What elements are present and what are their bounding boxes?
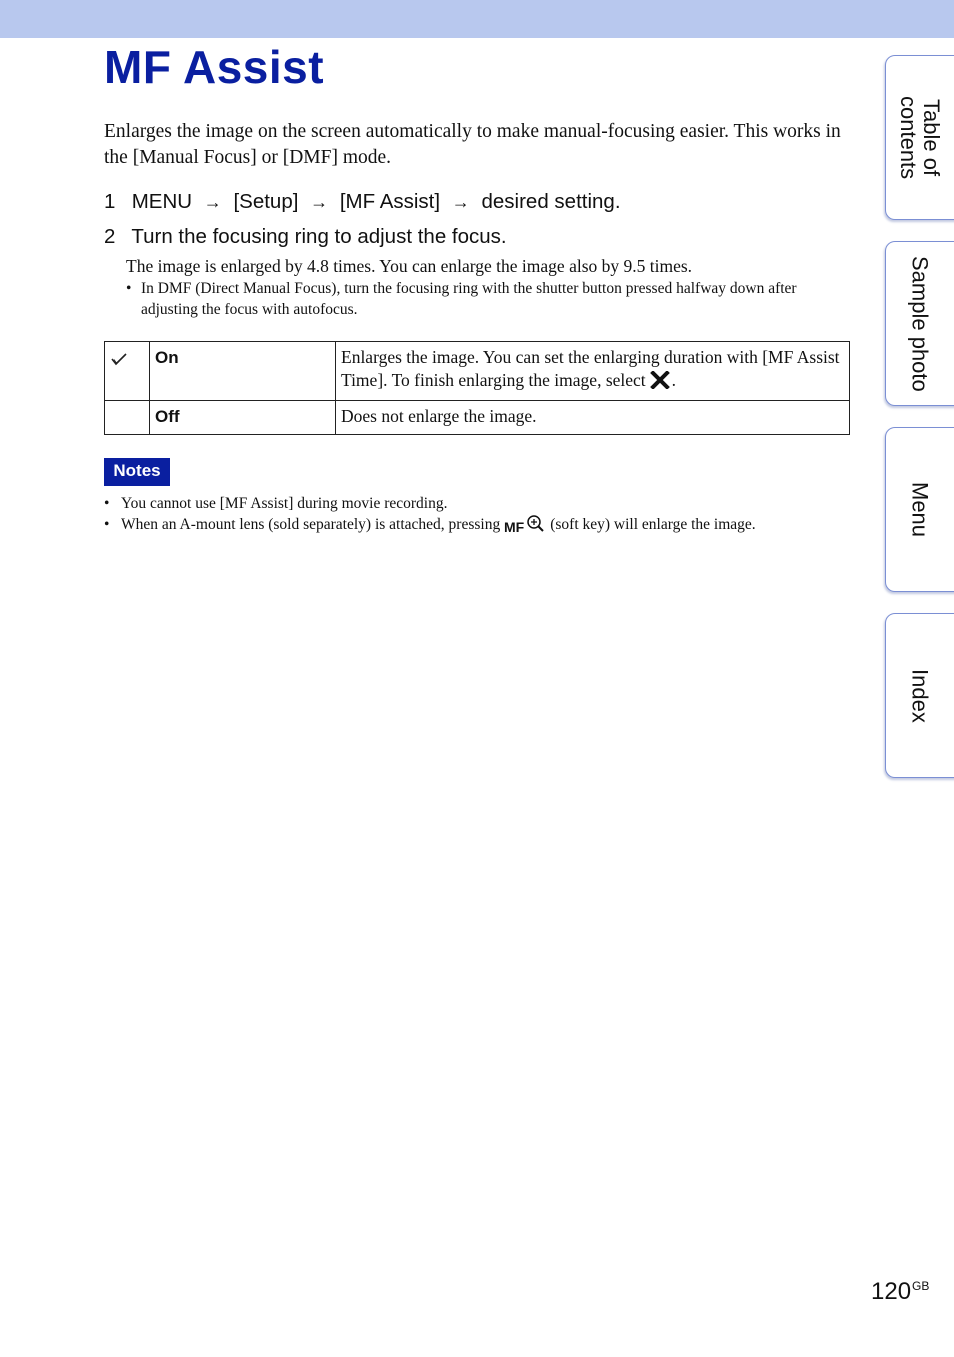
tab-label: Sample photo	[907, 255, 933, 392]
tab-sample-photo[interactable]	[885, 241, 954, 406]
arrow-icon: →	[203, 192, 222, 212]
arrow-icon: →	[310, 192, 329, 212]
step-1-setup: [Setup]	[233, 190, 299, 213]
bullet-dot: •	[104, 516, 110, 533]
option-label: On	[150, 342, 336, 401]
page-number	[871, 1278, 929, 1306]
x-close-icon	[650, 371, 670, 395]
option-description	[336, 342, 850, 401]
options-table	[104, 341, 850, 435]
table-row	[105, 342, 850, 401]
note-text-before: When an A-mount lens (sold separately) is attached, pressing	[121, 516, 501, 533]
option-description: Does not enlarge the image.	[336, 401, 850, 435]
step-1-mf-assist: [MF Assist]	[339, 190, 441, 213]
option-description-suffix: .	[671, 370, 677, 390]
page-title: MF Assist	[104, 41, 325, 93]
bullet-dot: •	[126, 280, 132, 297]
step-number: 1	[104, 190, 116, 213]
step-2	[104, 224, 507, 250]
bullet-dot: •	[104, 495, 110, 512]
note-text-after: (soft key) will enlarge the image.	[550, 516, 756, 533]
option-label: Off	[150, 401, 336, 435]
bullet-text: In DMF (Direct Manual Focus), turn the focusing ring with the shutter button pressed halfway down after adjusting the focus with autofocus.	[141, 280, 797, 318]
step-1-desired-setting: desired setting.	[481, 190, 621, 213]
intro-paragraph: Enlarges the image on the screen automatically to make manual-focusing easier. This works in the [Manual Focus] or [DMF] mode.	[104, 121, 841, 168]
note-item	[104, 493, 854, 514]
top-header-band	[0, 0, 954, 38]
check-icon	[110, 349, 128, 372]
page-region-suffix: GB	[912, 1279, 930, 1293]
step-1-menu: MENU	[131, 190, 193, 213]
tab-label: Menu	[907, 481, 933, 538]
step-2-text: Turn the focusing ring to adjust the focus.	[131, 225, 507, 248]
step-1	[104, 189, 621, 215]
tab-index[interactable]	[885, 613, 954, 778]
tab-label: Table of contents	[896, 95, 944, 180]
note-text	[104, 514, 854, 540]
default-marker-cell	[105, 401, 150, 435]
step-number: 2	[104, 225, 116, 248]
note-text: You cannot use [MF Assist] during movie recording.	[121, 495, 448, 512]
arrow-icon: →	[451, 192, 470, 212]
svg-text:MF: MF	[504, 519, 525, 534]
note-item	[104, 514, 854, 540]
option-description-text: Enlarges the image. You can set the enlarging duration with [MF Assist Time]. To finish enlarging the image, select	[341, 347, 840, 390]
tab-label: Index	[907, 668, 933, 723]
page-number-value: 120	[871, 1278, 912, 1305]
step-2-body: The image is enlarged by 4.8 times. You can enlarge the image also by 9.5 times.	[126, 256, 693, 276]
tab-table-of-contents[interactable]	[885, 55, 954, 220]
tab-menu[interactable]	[885, 427, 954, 592]
notes-badge: Notes	[104, 458, 170, 486]
default-marker-cell	[105, 342, 150, 401]
table-row	[105, 401, 850, 435]
step-2-bullet	[126, 278, 851, 320]
mf-magnify-icon	[504, 514, 546, 540]
